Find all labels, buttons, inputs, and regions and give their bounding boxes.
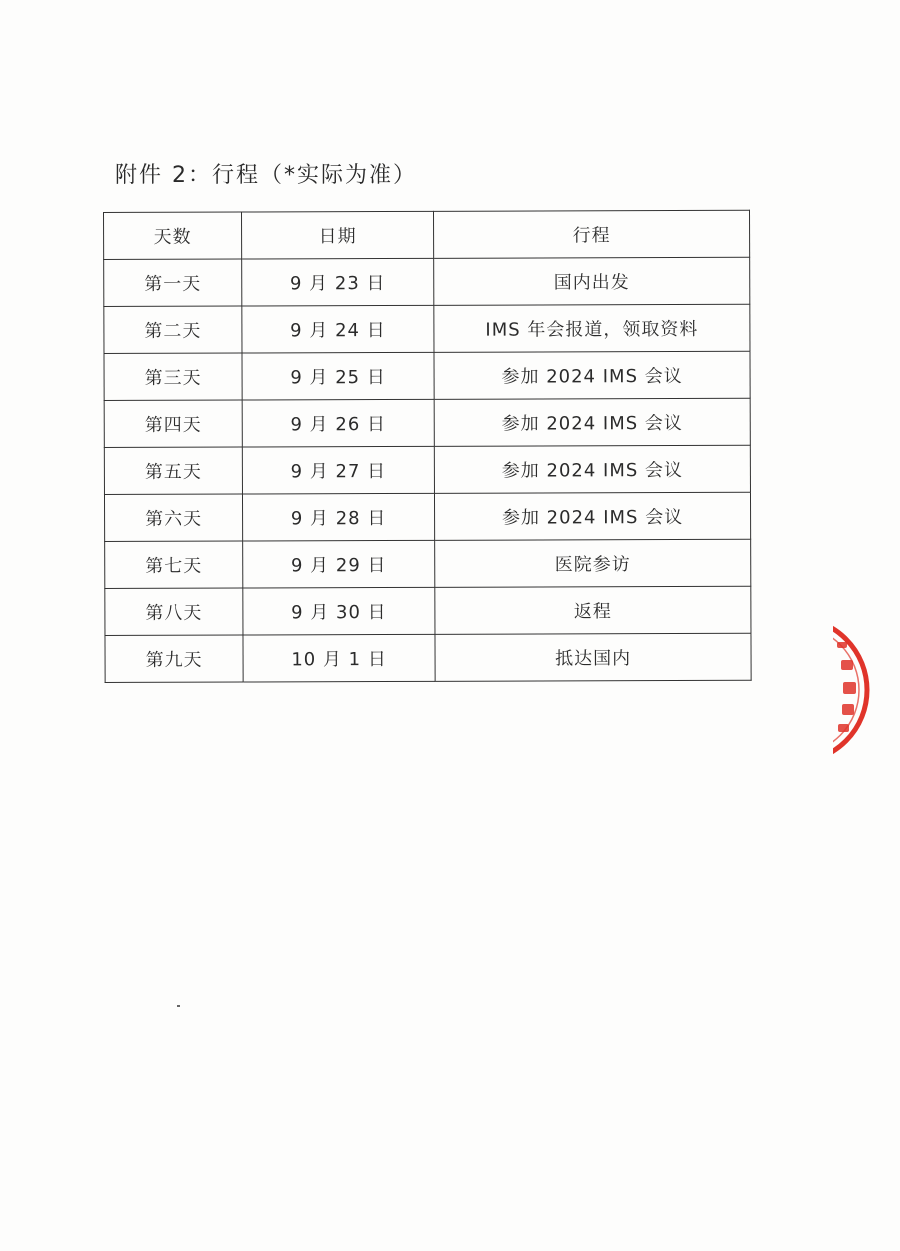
table-row bbox=[105, 633, 751, 682]
table-row bbox=[105, 539, 751, 588]
day-cell: 第五天 bbox=[104, 447, 242, 494]
header-date: 日期 bbox=[242, 211, 434, 259]
day-cell: 第九天 bbox=[105, 635, 243, 682]
day-cell: 第四天 bbox=[104, 400, 242, 447]
table-row bbox=[104, 351, 750, 400]
plan-cell: 参加 2024 IMS 会议 bbox=[434, 492, 750, 540]
date-cell: 9 月 28 日 bbox=[242, 493, 434, 541]
table-row bbox=[104, 257, 750, 306]
official-seal bbox=[833, 620, 900, 760]
date-cell: 9 月 23 日 bbox=[242, 258, 434, 306]
day-cell: 第八天 bbox=[105, 588, 243, 635]
date-cell: 9 月 26 日 bbox=[242, 399, 434, 447]
plan-cell: 参加 2024 IMS 会议 bbox=[434, 398, 750, 446]
day-cell: 第三天 bbox=[104, 353, 242, 400]
attachment-title: 附件 2：行程（*实际为准） bbox=[115, 163, 417, 188]
plan-cell: 抵达国内 bbox=[435, 633, 751, 681]
plan-cell: 国内出发 bbox=[434, 257, 750, 305]
seal-lettering bbox=[837, 642, 856, 732]
day-cell: 第一天 bbox=[104, 259, 242, 306]
day-cell: 第二天 bbox=[104, 306, 242, 353]
date-cell: 9 月 29 日 bbox=[243, 540, 435, 588]
day-cell: 第七天 bbox=[105, 541, 243, 588]
plan-cell: 医院参访 bbox=[435, 539, 751, 587]
header-itinerary: 行程 bbox=[433, 210, 749, 258]
table-row bbox=[104, 445, 750, 494]
scan-speck bbox=[177, 1005, 180, 1007]
plan-cell: 参加 2024 IMS 会议 bbox=[434, 445, 750, 493]
plan-cell: 参加 2024 IMS 会议 bbox=[434, 351, 750, 399]
table-row bbox=[104, 492, 750, 541]
table-row bbox=[104, 398, 750, 447]
date-cell: 10 月 1 日 bbox=[243, 634, 435, 682]
plan-cell: IMS 年会报道，领取资料 bbox=[434, 304, 750, 352]
date-cell: 9 月 30 日 bbox=[243, 587, 435, 635]
table-row bbox=[104, 304, 750, 353]
table-row bbox=[105, 586, 751, 635]
day-cell: 第六天 bbox=[104, 494, 242, 541]
date-cell: 9 月 27 日 bbox=[242, 446, 434, 494]
date-cell: 9 月 24 日 bbox=[242, 305, 434, 353]
table-header-row bbox=[104, 210, 750, 259]
header-days: 天数 bbox=[104, 212, 242, 259]
plan-cell: 返程 bbox=[435, 586, 751, 634]
itinerary-table bbox=[103, 210, 752, 683]
date-cell: 9 月 25 日 bbox=[242, 352, 434, 400]
